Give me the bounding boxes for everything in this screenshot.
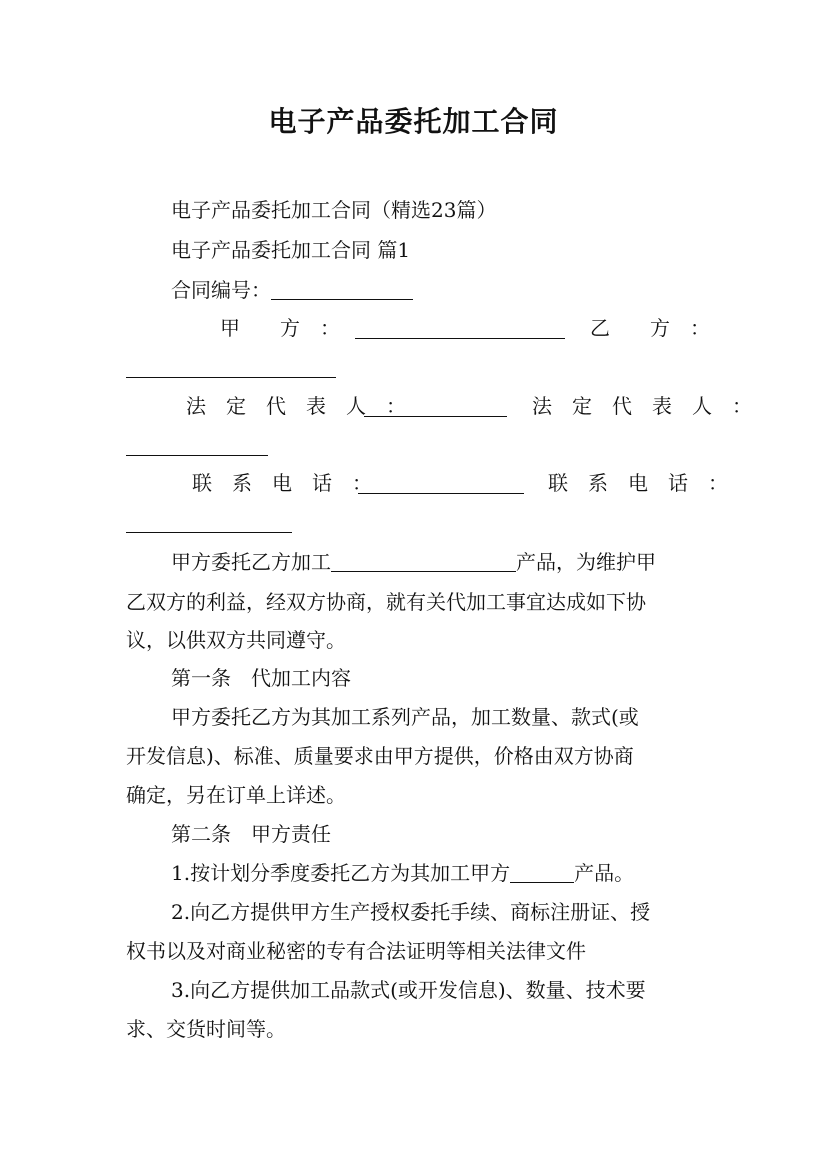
phone-continued (126, 503, 706, 543)
party-a-legal-rep-blank (364, 394, 507, 417)
party-a-label: 甲 方 ： (220, 316, 340, 340)
list-item (171, 853, 706, 893)
paragraph-line: 议，以供双方共同遵守。 (126, 628, 346, 652)
paragraph-line: 权书以及对商业秘密的专有合法证明等相关法律文件 (126, 939, 586, 963)
article-heading: 第二条 甲方责任 (171, 822, 331, 846)
list-item: 3.向乙方提供加工品款式(或开发信息)、数量、技术要 (171, 978, 646, 1002)
party-b-continued (126, 348, 706, 388)
product-blank (331, 549, 516, 572)
party-b-legal-rep-blank (126, 433, 268, 456)
paragraph-line: 确定，另在订单上详述。 (126, 783, 346, 807)
list-item-text: 产品。 (574, 861, 635, 885)
contract-number-line (171, 270, 706, 310)
list-item-text: 1.按计划分季度委托乙方为其加工甲方 (171, 861, 511, 885)
paragraph-text: 甲方委托乙方加工 (171, 550, 331, 574)
party-b-blank (126, 355, 336, 378)
party-a-blank (355, 316, 565, 339)
party-b-phone-label: 联 系 电 话 ： (548, 471, 728, 495)
subtitle-line: 电子产品委托加工合同（精选23篇） (171, 198, 497, 222)
list-item: 2.向乙方提供甲方生产授权委托手续、商标注册证、授 (171, 900, 651, 924)
article-heading: 第一条 代加工内容 (171, 666, 351, 690)
paragraph-line: 开发信息)、标准、质量要求由甲方提供，价格由双方协商 (126, 744, 634, 768)
product-blank (510, 860, 574, 883)
contract-number-label: 合同编号： (171, 278, 271, 302)
document-title: 电子产品委托加工合同 (268, 105, 559, 138)
paragraph-line: 乙双方的利益，经双方协商，就有关代加工事宜达成如下协 (126, 590, 646, 614)
contract-number-blank (271, 277, 413, 300)
section-heading: 电子产品委托加工合同 篇1 (171, 238, 411, 262)
party-a-phone-blank (358, 471, 524, 494)
paragraph-line (171, 542, 706, 582)
party-a-legal-rep-label: 法 定 代 表 人 ： (186, 394, 406, 418)
paragraph-text: 产品，为维护甲 (516, 550, 656, 574)
paragraph-line: 求、交货时间等。 (126, 1017, 286, 1041)
paragraph-line: 甲方委托乙方为其加工系列产品，加工数量、款式(或 (171, 705, 639, 729)
party-b-label: 乙 方 ： (590, 316, 710, 340)
party-b-phone-blank (126, 510, 292, 533)
party-b-legal-rep-label: 法 定 代 表 人 ： (532, 394, 752, 418)
legal-rep-continued (126, 426, 706, 466)
party-a-phone-label: 联 系 电 话 ： (192, 471, 372, 495)
